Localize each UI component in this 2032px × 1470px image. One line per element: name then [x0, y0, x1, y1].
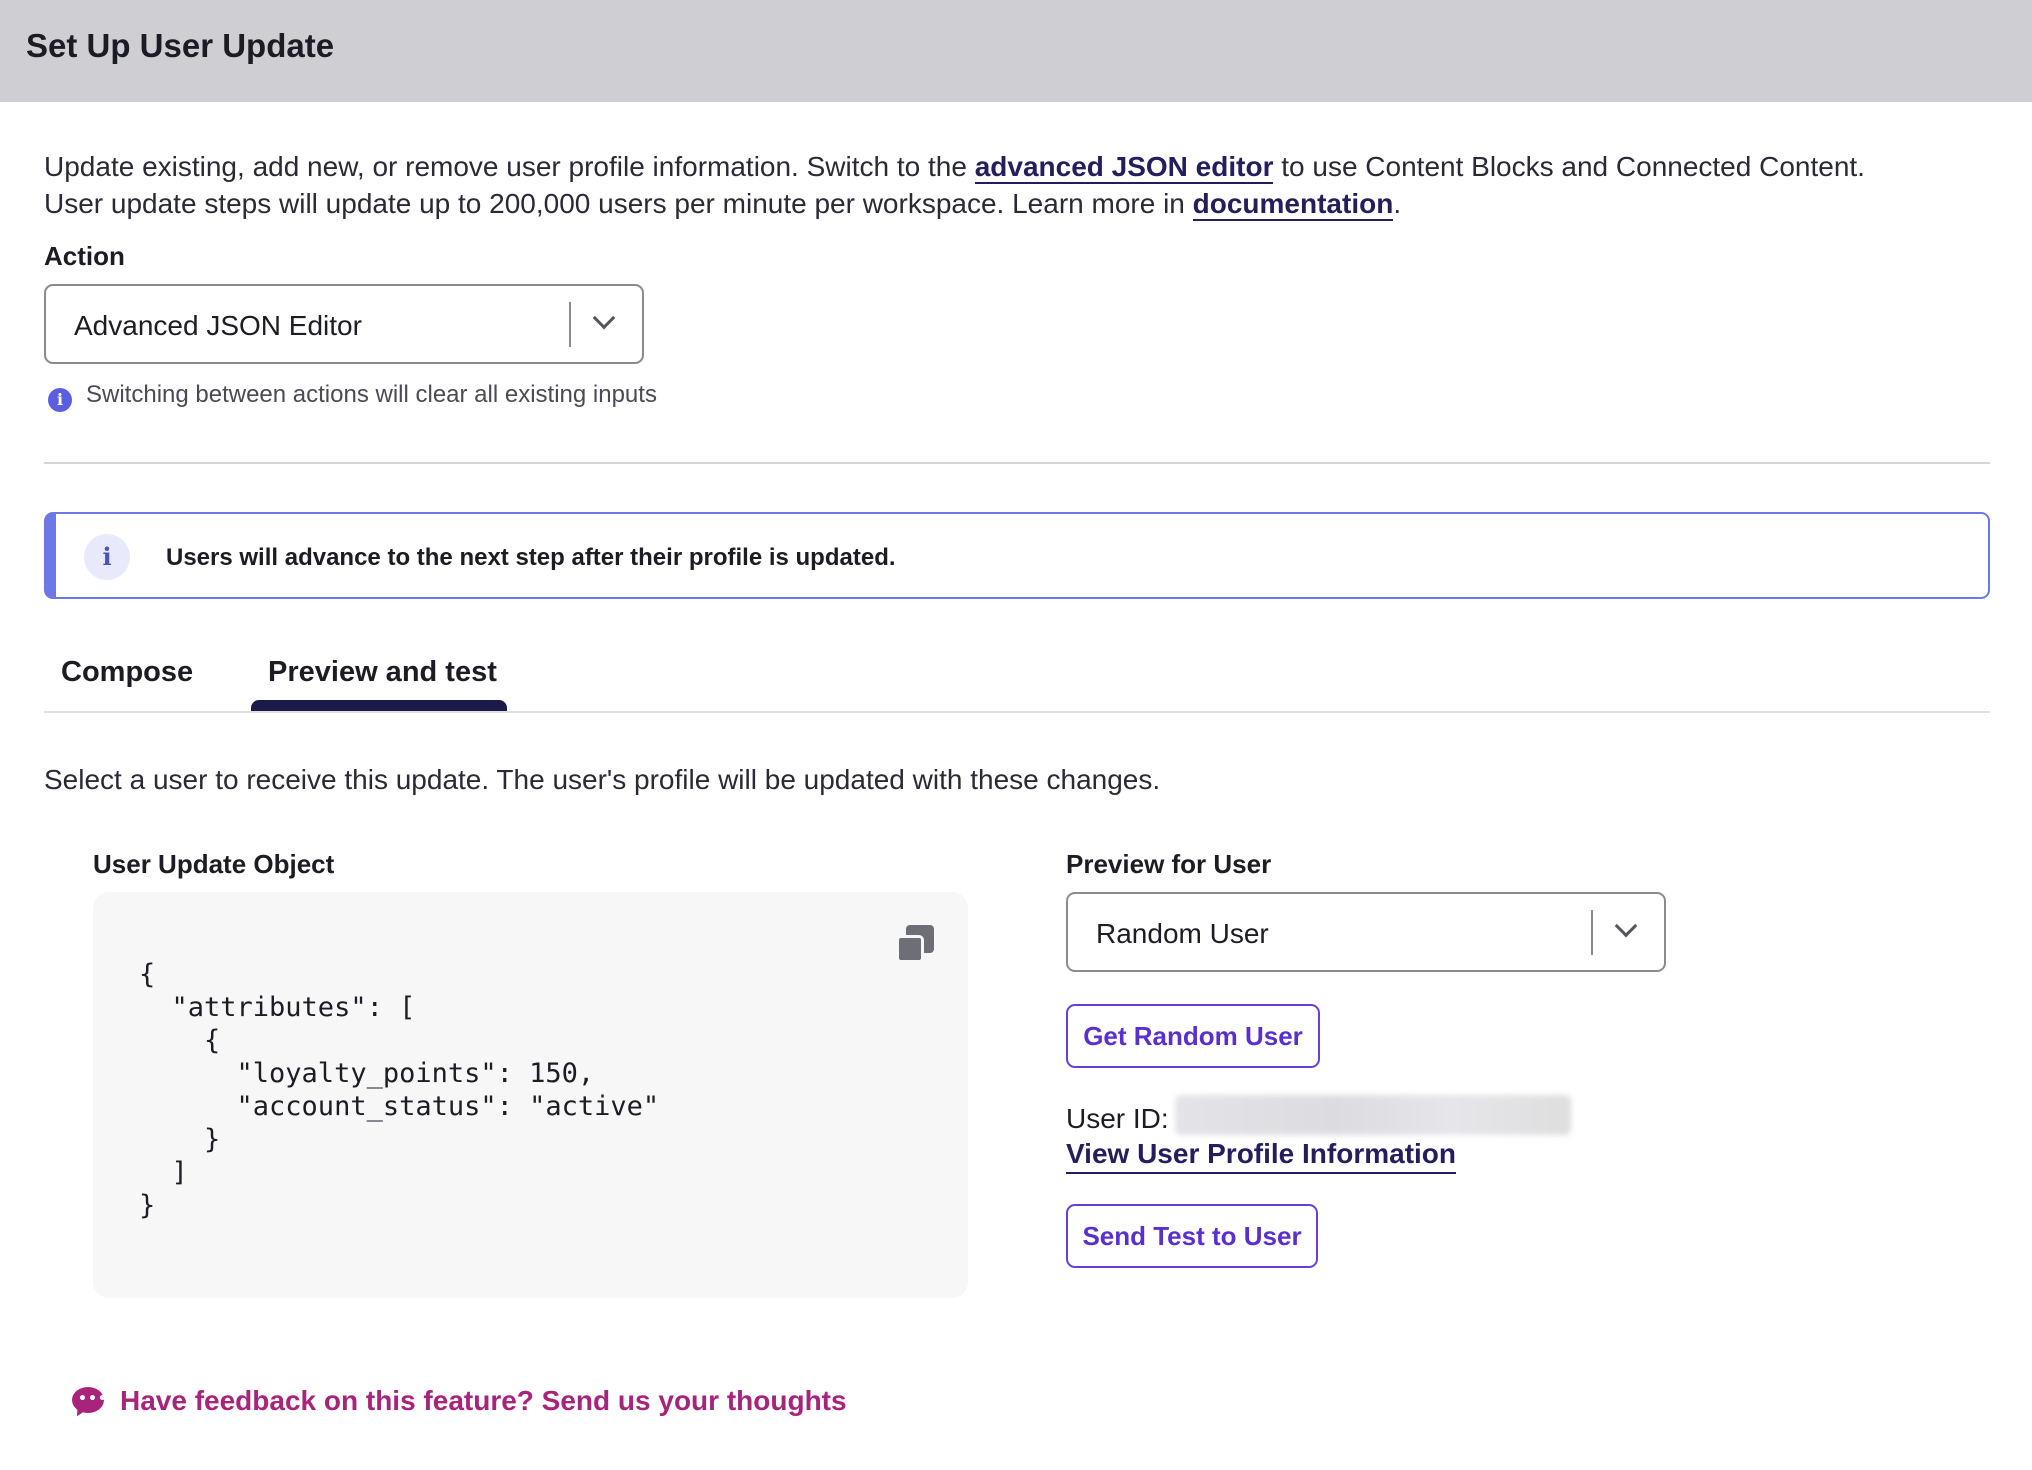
info-icon: i: [84, 534, 130, 580]
page-title: Set Up User Update: [26, 27, 335, 64]
select-separator: [1591, 910, 1593, 955]
info-banner: [44, 512, 1990, 599]
info-icon: i: [48, 388, 72, 412]
preview-for-user-label: Preview for User: [1066, 849, 1272, 879]
chevron-down-icon[interactable]: [593, 307, 616, 330]
action-label: Action: [44, 241, 125, 271]
chat-bubble-icon: •••: [72, 1387, 104, 1413]
tab-preview-and-test[interactable]: Preview and test: [268, 656, 497, 688]
get-random-user-button[interactable]: Get Random User: [1066, 1004, 1320, 1068]
user-id-label: User ID:: [1066, 1103, 1169, 1134]
user-update-object-label: User Update Object: [93, 849, 335, 879]
json-code: { "attributes": [ { "loyalty_points": 150, "account_status": "active" } ] }: [139, 959, 660, 1221]
user-id-value-redacted: [1175, 1095, 1571, 1135]
copy-icon[interactable]: [896, 925, 934, 963]
section-divider: [44, 462, 1990, 464]
banner-text: Users will advance to the next step after their profile is updated.: [166, 544, 896, 571]
tabs-divider: [44, 711, 1990, 713]
action-select-value: Advanced JSON Editor: [74, 310, 362, 341]
send-test-to-user-button[interactable]: Send Test to User: [1066, 1204, 1318, 1268]
preview-instruction: Select a user to receive this update. The user's profile will be updated with these changes.: [44, 764, 1161, 795]
documentation-link[interactable]: documentation: [1192, 188, 1394, 219]
code-block: [93, 892, 968, 1298]
action-hint: i Switching between actions will clear all existing inputs: [48, 381, 657, 412]
view-user-profile-link[interactable]: View User Profile Information: [1066, 1138, 1456, 1174]
action-select[interactable]: [44, 284, 644, 364]
tab-compose[interactable]: Compose: [61, 656, 194, 688]
advanced-json-editor-link[interactable]: advanced JSON editor: [974, 151, 1274, 182]
feedback-text[interactable]: Have feedback on this feature? Send us your thoughts: [120, 1385, 847, 1416]
select-separator: [569, 302, 571, 347]
page-header: [0, 0, 2032, 102]
description: Update existing, add new, or remove user profile information. Switch to the advanced JSON editor to use Content Blocks and Connected Content. User update steps will update up to 200,000 users per minute per workspace. Learn more in documentation.: [44, 151, 1865, 219]
preview-user-select-value: Random User: [1096, 918, 1269, 949]
preview-user-select[interactable]: [1066, 892, 1666, 972]
chevron-down-icon[interactable]: [1615, 915, 1638, 938]
